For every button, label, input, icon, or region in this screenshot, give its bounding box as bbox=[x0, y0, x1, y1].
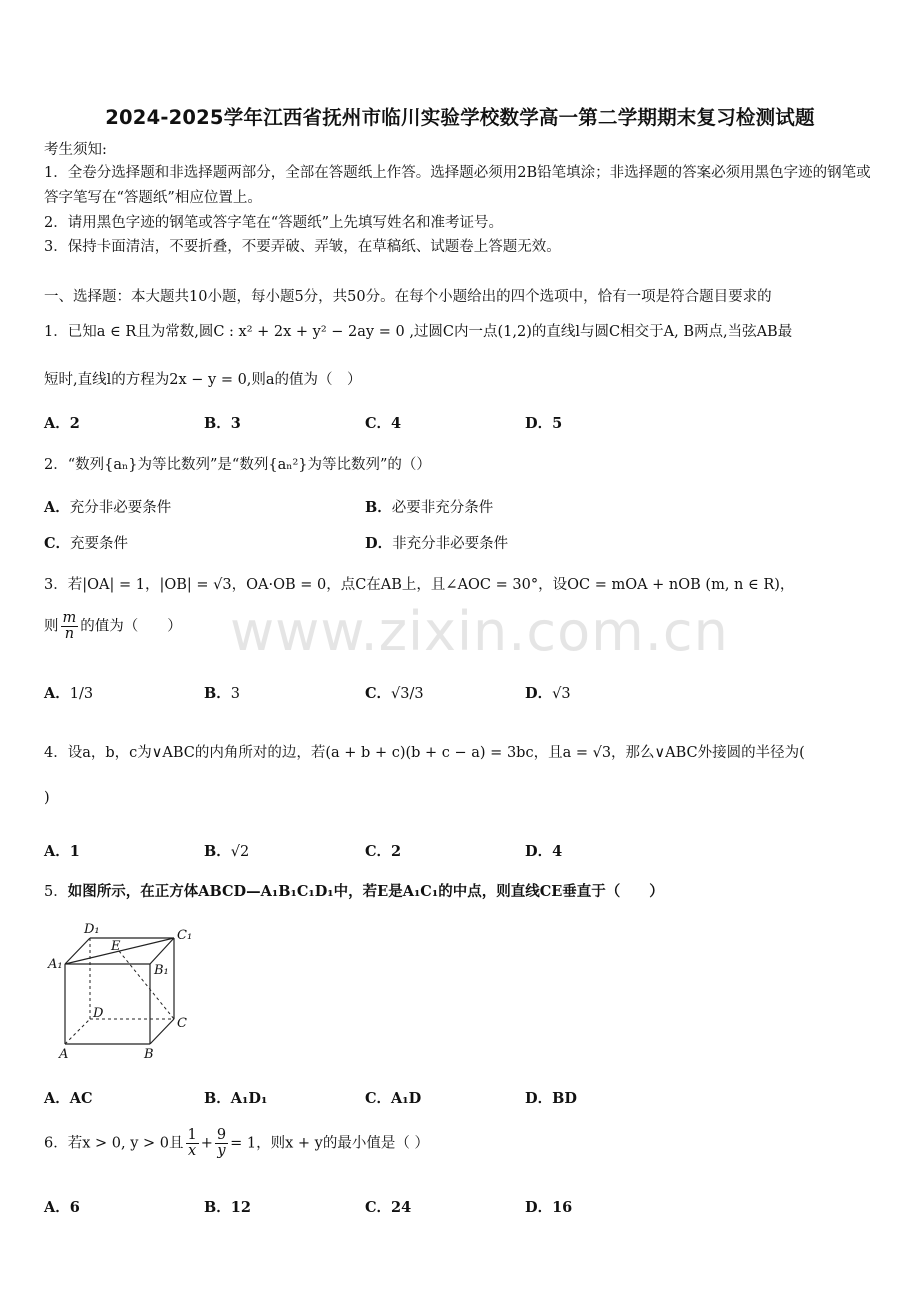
label-b1: B₁ bbox=[154, 963, 169, 978]
q1-option-c[interactable] bbox=[365, 412, 401, 433]
q4-option-d[interactable] bbox=[525, 840, 562, 861]
q6-option-b[interactable] bbox=[204, 1196, 251, 1217]
option-label: A． bbox=[44, 1199, 70, 1216]
option-label: A． bbox=[44, 1090, 70, 1107]
question-1-line-2: 短时,直线l的方程为2x − y = 0,则a的值为（ ） bbox=[44, 372, 362, 388]
edge-a1-d1 bbox=[65, 938, 90, 964]
option-text: 5 bbox=[552, 415, 563, 432]
option-text: BD bbox=[552, 1090, 577, 1107]
q2-option-d[interactable] bbox=[365, 532, 508, 553]
option-text: 6 bbox=[69, 1199, 80, 1216]
plus-sign: + bbox=[200, 1135, 213, 1152]
q6-option-d[interactable] bbox=[525, 1196, 572, 1217]
question-number: 5． bbox=[44, 884, 68, 900]
option-text: 24 bbox=[391, 1199, 412, 1216]
option-text: 3 bbox=[230, 415, 241, 432]
q1-option-b[interactable] bbox=[204, 412, 241, 433]
q5-option-d[interactable] bbox=[525, 1087, 577, 1108]
label-e: E bbox=[111, 939, 121, 954]
question-text: 设a，b，c为∨ABC的内角所对的边，若(a + b + c)(b + c − a) = 3bc，且a = √3，那么∨ABC外接圆的半径为( bbox=[67, 745, 805, 761]
option-text: 2 bbox=[391, 843, 402, 860]
option-text: 1/3 bbox=[69, 686, 94, 702]
denominator: n bbox=[64, 626, 75, 643]
option-text: AC bbox=[69, 1090, 93, 1107]
question-1-line-1 bbox=[44, 320, 792, 341]
label-a: A bbox=[59, 1047, 69, 1062]
q6-option-c[interactable] bbox=[365, 1196, 411, 1217]
q1-option-a[interactable] bbox=[44, 412, 80, 433]
notice-heading: 考生须知: bbox=[44, 142, 107, 158]
option-text: 12 bbox=[230, 1199, 251, 1216]
q6-option-a[interactable] bbox=[44, 1196, 80, 1217]
option-text: 必要非充分条件 bbox=[391, 500, 494, 516]
dashed-line-e-c bbox=[119, 951, 174, 1019]
option-text: 充分非必要条件 bbox=[69, 500, 172, 516]
option-text: 充要条件 bbox=[70, 536, 129, 552]
watermark: www.zixin.com.cn bbox=[230, 600, 729, 663]
q5-option-b[interactable] bbox=[204, 1087, 267, 1108]
option-text: 2 bbox=[69, 415, 80, 432]
page-title: 2024-2025学年江西省抚州市临川实验学校数学高一第二学期期末复习检测试题 bbox=[105, 106, 815, 129]
option-text: A₁D₁ bbox=[230, 1090, 268, 1107]
cube-figure bbox=[44, 918, 204, 1064]
label-b: B bbox=[144, 1047, 154, 1062]
option-label: C． bbox=[44, 535, 71, 552]
option-text: √3 bbox=[552, 686, 571, 702]
q2-option-a[interactable] bbox=[44, 496, 171, 517]
q3-option-d[interactable] bbox=[525, 682, 571, 703]
q5-option-c[interactable] bbox=[365, 1087, 421, 1108]
option-label: B． bbox=[365, 499, 392, 516]
option-label: A． bbox=[44, 499, 70, 516]
numerator: 1 bbox=[187, 1127, 197, 1143]
q2-option-c[interactable] bbox=[44, 532, 128, 553]
label-d: D bbox=[93, 1006, 104, 1021]
question-number: 3． bbox=[44, 577, 68, 593]
question-number: 1． bbox=[44, 324, 68, 340]
label-d1: D₁ bbox=[84, 922, 100, 937]
option-label: B． bbox=[204, 1199, 231, 1216]
label-c: C bbox=[177, 1016, 187, 1031]
option-text: 3 bbox=[230, 686, 240, 702]
option-label: B． bbox=[204, 415, 231, 432]
denominator: y bbox=[217, 1143, 226, 1160]
option-label: B． bbox=[204, 843, 231, 860]
fraction-1-over-x bbox=[186, 1128, 199, 1159]
question-5 bbox=[44, 880, 664, 901]
notice-item-2: 2．请用黑色字迹的钢笔或答字笔在“答题纸”上先填写姓名和准考证号。 bbox=[44, 215, 504, 231]
question-text: 则 bbox=[44, 618, 59, 635]
q4-option-a[interactable] bbox=[44, 840, 80, 861]
label-a1: A₁ bbox=[48, 957, 63, 972]
question-number: 4． bbox=[44, 745, 68, 761]
option-label: A． bbox=[44, 415, 70, 432]
hidden-edge-a-d bbox=[65, 1019, 90, 1044]
question-text: = 1，则x + y的最小值是（ ） bbox=[230, 1135, 429, 1152]
q2-option-b[interactable] bbox=[365, 496, 493, 517]
option-label: D． bbox=[525, 685, 553, 702]
option-label: D． bbox=[525, 415, 553, 432]
option-label: A． bbox=[44, 685, 70, 702]
option-text: √3/3 bbox=[391, 686, 424, 702]
q1-option-d[interactable] bbox=[525, 412, 562, 433]
option-text: √2 bbox=[230, 844, 250, 860]
option-label: C． bbox=[365, 843, 392, 860]
option-label: C． bbox=[365, 685, 392, 702]
question-text: “数列{aₙ}为等比数列”是“数列{aₙ²}为等比数列”的（） bbox=[67, 457, 431, 473]
question-text: 如图所示，在正方体ABCD—A₁B₁C₁D₁中，若E是A₁C₁的中点，则直线CE垂直于（ ） bbox=[67, 883, 664, 900]
option-text: A₁D bbox=[391, 1090, 422, 1107]
numerator: 9 bbox=[216, 1127, 227, 1143]
section-heading: 一、选择题：本大题共10小题，每小题5分，共50分。在每个小题给出的四个选项中，恰有一项是符合题目要求的 bbox=[44, 289, 772, 305]
option-label: B． bbox=[204, 1090, 231, 1107]
question-3-line-2 bbox=[44, 611, 182, 642]
notice-item-3: 3．保持卡面清洁，不要折叠，不要弄破、弄皱，在草稿纸、试题卷上答题无效。 bbox=[44, 239, 561, 255]
fraction-m-over-n bbox=[61, 611, 79, 642]
question-4-line-1 bbox=[44, 741, 805, 762]
option-label: D． bbox=[365, 535, 393, 552]
option-label: C． bbox=[365, 1090, 392, 1107]
option-text: 1 bbox=[69, 843, 80, 860]
q4-option-c[interactable] bbox=[365, 840, 401, 861]
question-text: 若x > 0, y > 0且 bbox=[67, 1135, 184, 1152]
option-label: C． bbox=[365, 1199, 392, 1216]
option-label: C． bbox=[365, 415, 392, 432]
question-text: 的值为（ ） bbox=[80, 618, 182, 635]
notice-item-1: 1．全卷分选择题和非选择题两部分，全部在答题纸上作答。选择题必须用2B铅笔填涂；非选择题的答案必须用黑色字迹的钢笔或答字笔写在“答题纸”相应位置上。 bbox=[44, 165, 871, 206]
option-label: D． bbox=[525, 843, 553, 860]
option-label: A． bbox=[44, 843, 70, 860]
q3-option-c[interactable] bbox=[365, 682, 424, 703]
q3-option-b[interactable] bbox=[204, 682, 240, 703]
option-text: 非充分非必要条件 bbox=[392, 536, 509, 552]
option-label: D． bbox=[525, 1090, 553, 1107]
option-text: 16 bbox=[552, 1199, 573, 1216]
question-4-line-2: ) bbox=[44, 790, 50, 806]
question-text: 已知a ∈ R且为常数,圆C : x² + 2x + y² − 2ay = 0 ,过圆C内一点(1,2)的直线l与圆C相交于A, B两点,当弦AB最 bbox=[67, 324, 793, 340]
question-3-line-1 bbox=[44, 573, 794, 594]
q4-option-b[interactable] bbox=[204, 840, 249, 861]
question-number: 6． bbox=[44, 1135, 68, 1152]
question-6 bbox=[44, 1128, 429, 1159]
fraction-9-over-y bbox=[215, 1128, 228, 1159]
label-c1: C₁ bbox=[177, 928, 193, 943]
edge-b1-c1 bbox=[150, 938, 174, 964]
numerator: m bbox=[62, 610, 77, 626]
q5-option-a[interactable] bbox=[44, 1087, 93, 1108]
option-text: 4 bbox=[391, 415, 402, 432]
denominator: x bbox=[188, 1143, 197, 1160]
question-2 bbox=[44, 453, 431, 474]
question-number: 2． bbox=[44, 457, 68, 473]
edge-b-c bbox=[150, 1019, 174, 1044]
option-label: D． bbox=[525, 1199, 553, 1216]
question-text: 若|OA| = 1，|OB| = √3，OA·OB = 0，点C在AB上，且∠AOC = 30°，设OC = mOA + nOB (m, n ∈ R)， bbox=[67, 577, 795, 593]
option-label: B． bbox=[204, 685, 231, 702]
q3-option-a[interactable] bbox=[44, 682, 93, 703]
option-text: 4 bbox=[552, 843, 563, 860]
